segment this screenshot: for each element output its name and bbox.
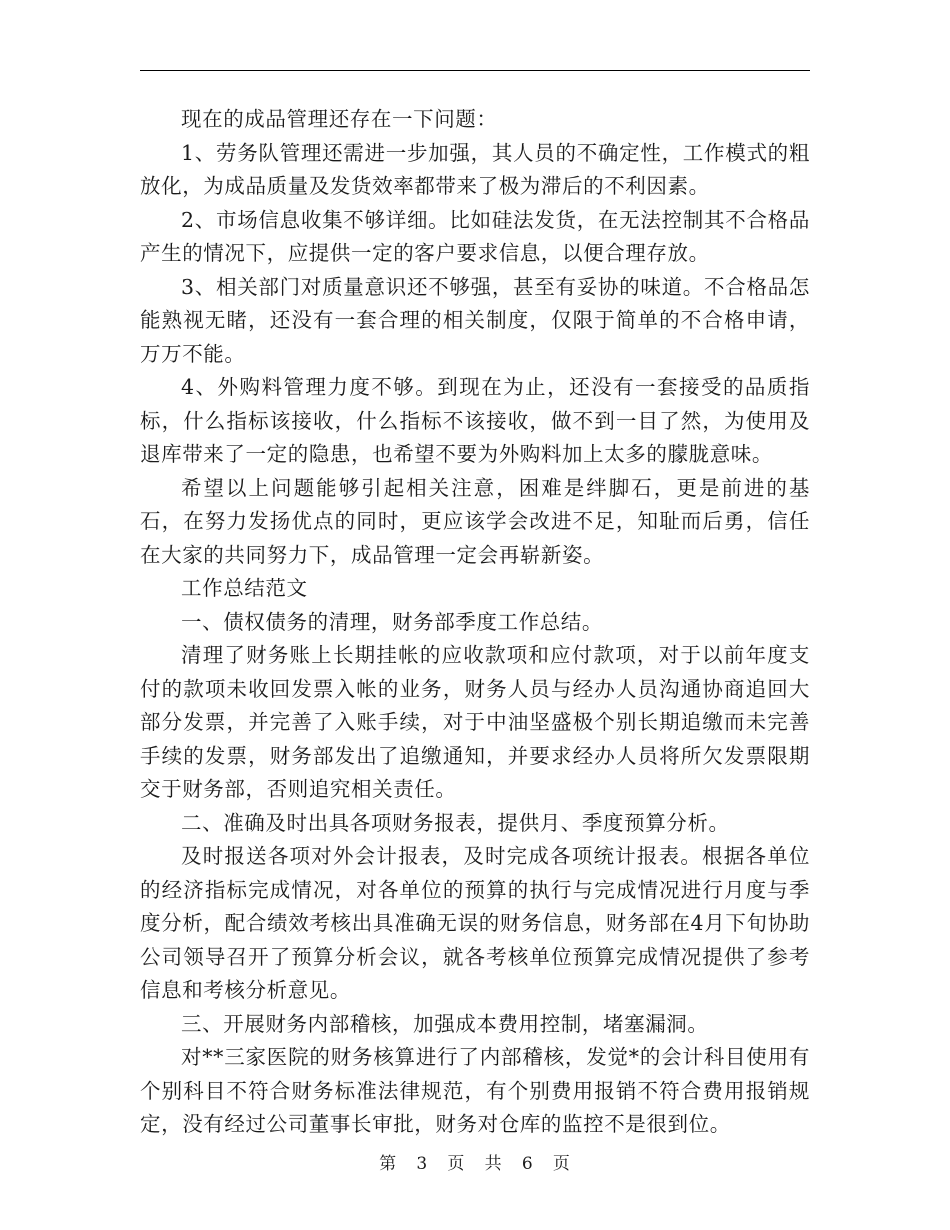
paragraph-issue-1: 1、劳务队管理还需进一步加强，其人员的不确定性，工作模式的粗放化，为成品质量及发货效率都带来了极为滞后的不利因素。 (140, 140, 810, 198)
paragraph-section-3: 对**三家医院的财务核算进行了内部稽核，发觉*的会计科目使用有个别科目不符合财务标准法律规范，有个别费用报销不符合费用报销规定，没有经过公司董事长审批，财务对仓库的监控不是很到位。 (140, 1045, 810, 1136)
footer-total-pages: 6 (521, 1154, 534, 1174)
paragraph-issue-3: 3、相关部门对质量意识还不够强，甚至有妥协的味道。不合格品怎能熟视无睹，还没有一套合理的相关制度，仅限于简单的不合格申请，万万不能。 (140, 274, 810, 366)
paragraph-section-2: 及时报送各项对外会计报表，及时完成各项统计报表。根据各单位的经济指标完成情况，对各单位的预算的执行与完成情况进行月度与季度分析，配合绩效考核出具准确无误的财务信息，财务部在4月下旬协助公司领导召开了预算分析会议，就各考核单位预算完成情况提供了参考信息和考核分析意见。 (140, 844, 810, 1002)
heading-1: 一、债权债务的清理，财务部季度工作总结。 (181, 609, 603, 634)
footer-page-word: 页 (447, 1154, 466, 1174)
footer-page-prefix: 第 (379, 1154, 398, 1174)
header-rule (140, 70, 810, 71)
footer-total-prefix: 共 (484, 1154, 503, 1174)
footer-page-suffix: 页 (552, 1154, 571, 1174)
footer-current-page: 3 (416, 1154, 429, 1174)
heading-3: 三、开展财务内部稽核，加强成本费用控制，堵塞漏洞。 (181, 1011, 709, 1036)
section-title: 工作总结范文 (181, 576, 308, 600)
paragraph-section-1: 清理了财务账上长期挂帐的应收款项和应付款项，对于以前年度支付的款项未收回发票入帐的业务，财务人员与经办人员沟通协商追回大部分发票，并完善了入账手续，对于中油坚盛极个别长期追缴而未完善手续的发票，财务部发出了追缴通知，并要求经办人员将所欠发票限期交于财务部，否则追究相关责任。 (140, 643, 810, 801)
heading-2: 二、准确及时出具各项财务报表，提供月、季度预算分析。 (181, 810, 730, 835)
paragraph-intro: 现在的成品管理还存在一下问题： (181, 107, 498, 131)
document-body (140, 103, 810, 1142)
page-footer (0, 1152, 950, 1176)
paragraph-conclusion: 希望以上问题能够引起相关注意，困难是绊脚石，更是前进的基石，在努力发扬优点的同时，更应该学会改进不足，知耻而后勇，信任在大家的共同努力下，成品管理一定会再崭新姿。 (140, 475, 810, 567)
paragraph-issue-4: 4、外购料管理力度不够。到现在为止，还没有一套接受的品质指标，什么指标该接收，什么指标不该接收，做不到一目了然，为使用及退库带来了一定的隐患，也希望不要为外购料加上太多的朦胧意味。 (140, 375, 810, 466)
paragraph-issue-2: 2、市场信息收集不够详细。比如硅法发货，在无法控制其不合格品产生的情况下，应提供一定的客户要求信息，以便合理存放。 (140, 207, 810, 265)
